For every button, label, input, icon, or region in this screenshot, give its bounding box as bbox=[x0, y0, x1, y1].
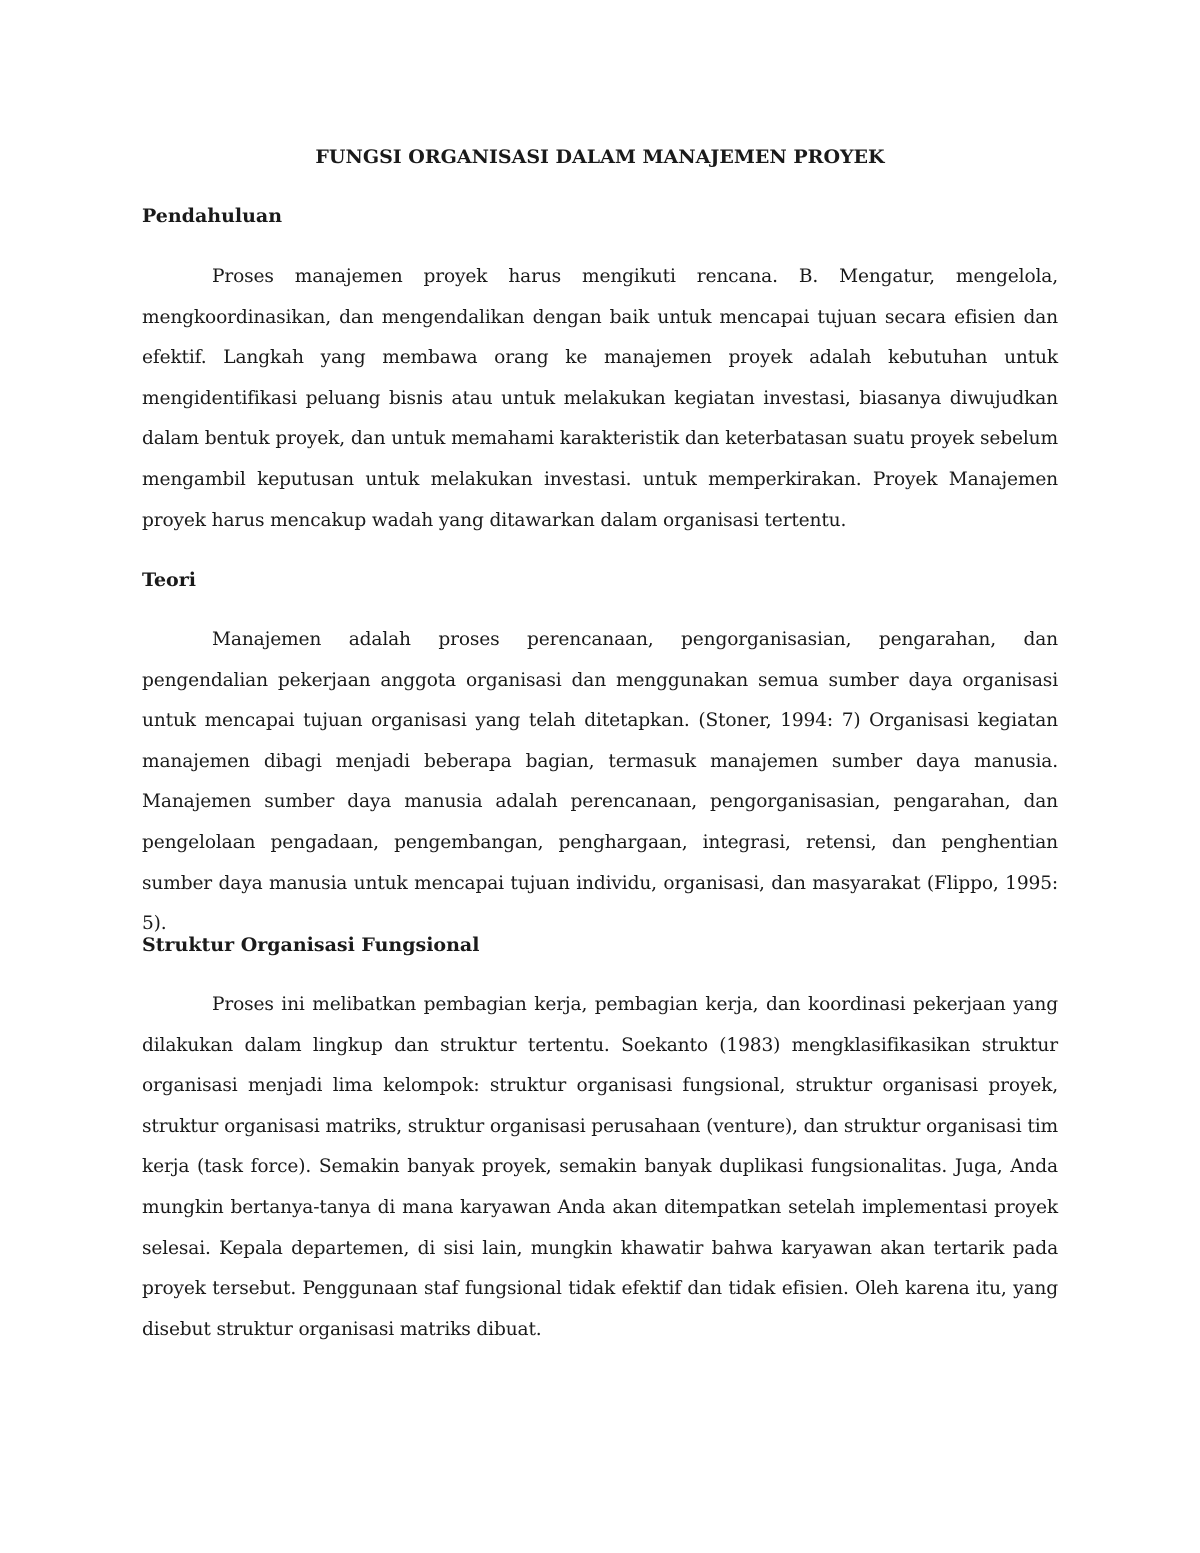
section-heading-struktur: Struktur Organisasi Fungsional bbox=[142, 934, 480, 956]
section-heading-pendahuluan: Pendahuluan bbox=[142, 205, 283, 227]
section-body-teori: Manajemen adalah proses perencanaan, pengorganisasian, pengarahan, dan pengendalian pekerjaan anggota organisasi dan menggunakan semua sumber daya organisasi untuk mencapai tujuan organisasi yang telah ditetapkan. (Stoner, 1994: 7) Organisasi kegiatan manajemen dibagi menjadi beberapa bagian, termasuk manajemen sumber daya manusia. Manajemen sumber daya manusia adalah perencanaan, pengorganisasian, pengarahan, dan pengelolaan pengadaan, pengembangan, penghargaan, integrasi, retensi, dan penghentian sumber daya manusia untuk mencapai tujuan individu, organisasi, dan masyarakat (Flippo, 1995: 5). bbox=[142, 629, 1058, 935]
section-heading-teori: Teori bbox=[142, 569, 196, 591]
section-body-pendahuluan: Proses manajemen proyek harus mengikuti rencana. B. Mengatur, mengelola, mengkoordinasikan, dan mengendalikan dengan baik untuk mencapai tujuan secara efisien dan efektif. Langkah yang membawa orang ke manajemen proyek adalah kebutuhan untuk mengidentifikasi peluang bisnis atau untuk melakukan kegiatan investasi, biasanya diwujudkan dalam bentuk proyek, dan untuk memahami karakteristik dan keterbatasan suatu proyek sebelum mengambil keputusan untuk melakukan investasi. untuk memperkirakan. Proyek Manajemen proyek harus mencakup wadah yang ditawarkan dalam organisasi tertentu. bbox=[142, 266, 1058, 531]
section-body-struktur: Proses ini melibatkan pembagian kerja, pembagian kerja, dan koordinasi pekerjaan yang dilakukan dalam lingkup dan struktur tertentu. Soekanto (1983) mengklasifikasikan struktur organisasi menjadi lima kelompok: struktur organisasi fungsional, struktur organisasi proyek, struktur organisasi matriks, struktur organisasi perusahaan (venture), dan struktur organisasi tim kerja (task force). Semakin banyak proyek, semakin banyak duplikasi fungsionalitas. Juga, Anda mungkin bertanya-tanya di mana karyawan Anda akan ditempatkan setelah implementasi proyek selesai. Kepala departemen, di sisi lain, mungkin khawatir bahwa karyawan akan tertarik pada proyek tersebut. Penggunaan staf fungsional tidak efektif dan tidak efisien. Oleh karena itu, yang disebut struktur organisasi matriks dibuat. bbox=[142, 994, 1058, 1340]
document-title: FUNGSI ORGANISASI DALAM MANAJEMEN PROYEK bbox=[315, 146, 885, 168]
